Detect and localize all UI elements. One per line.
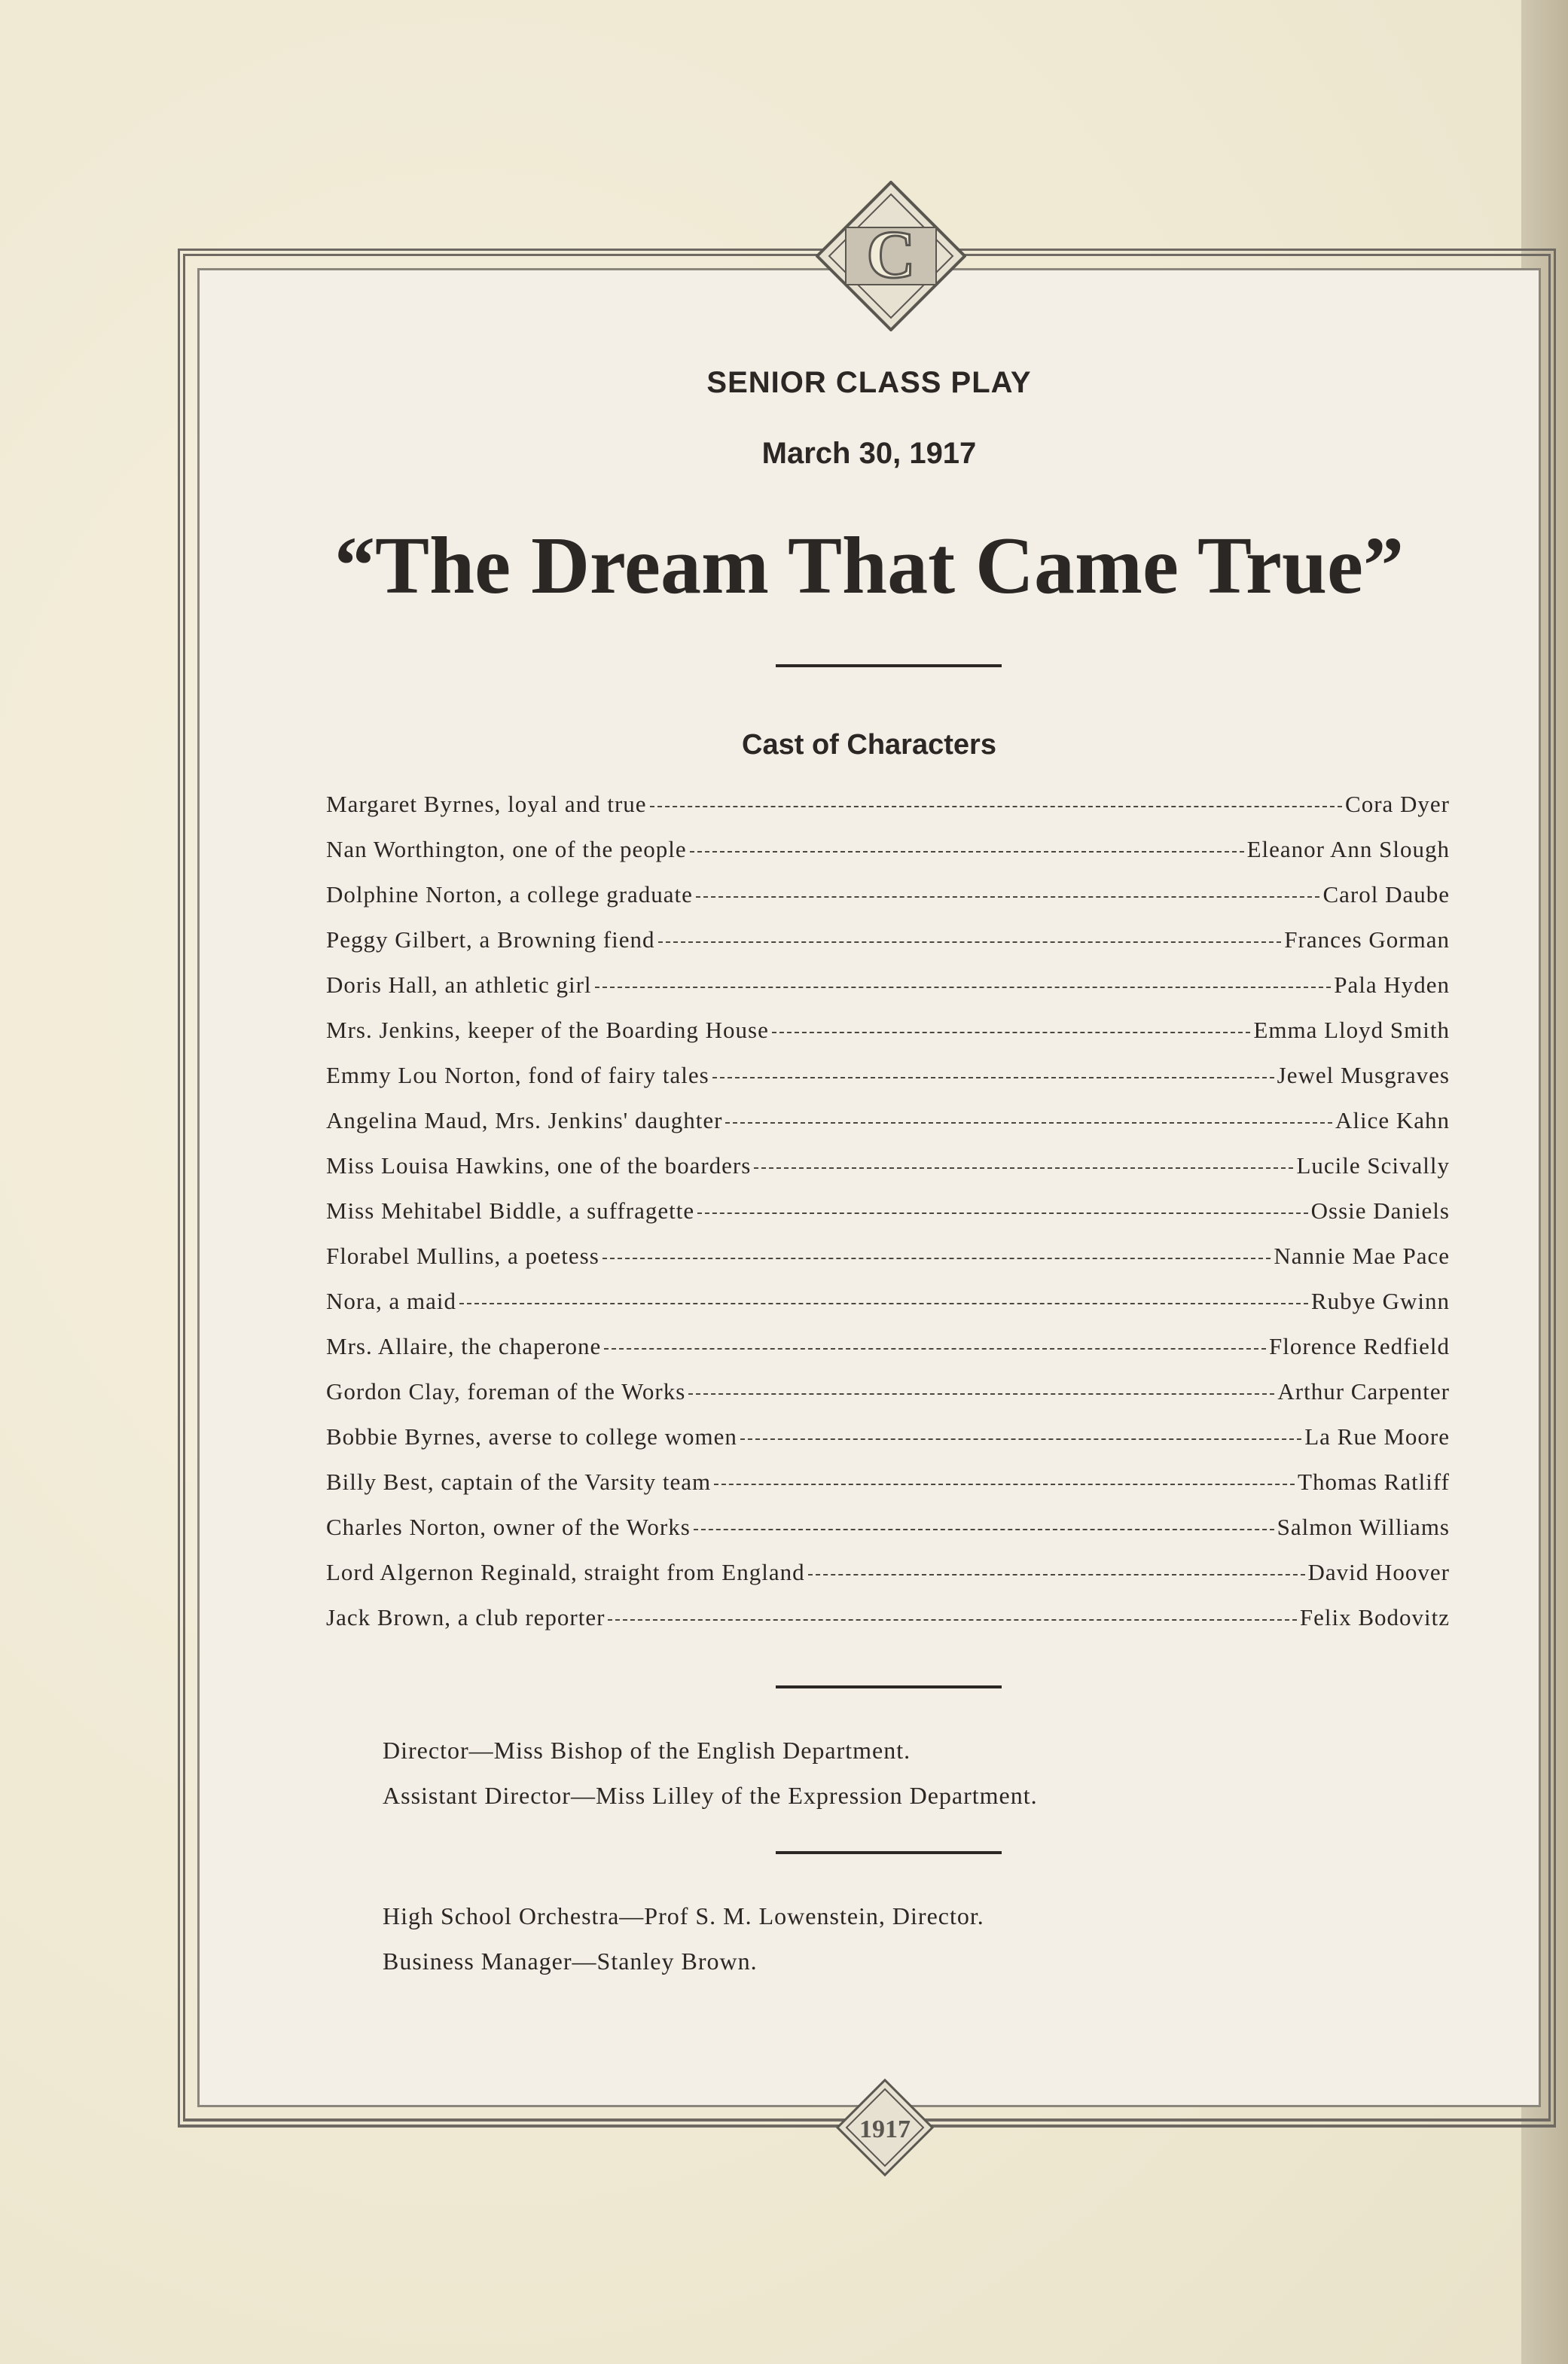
cast-row bbox=[326, 1062, 1450, 1107]
cast-actor: La Rue Moore bbox=[1304, 1423, 1450, 1450]
cast-actor: Emma Lloyd Smith bbox=[1253, 1017, 1450, 1043]
cast-row bbox=[326, 1243, 1450, 1288]
leader-dots bbox=[772, 1032, 1251, 1033]
cast-actor: Frances Gorman bbox=[1284, 926, 1450, 953]
assistant-director-credit: Assistant Director—Miss Lilley of the Expression Department. bbox=[383, 1782, 1038, 1809]
cast-row bbox=[326, 1423, 1450, 1469]
cast-actor: Florence Redfield bbox=[1269, 1333, 1450, 1359]
cast-row bbox=[326, 1559, 1450, 1604]
cast-row bbox=[326, 1333, 1450, 1378]
cast-actor: Rubye Gwinn bbox=[1310, 1288, 1450, 1314]
c-monogram-emblem-icon bbox=[816, 181, 966, 331]
cast-actor: Nannie Mae Pace bbox=[1274, 1243, 1450, 1269]
cast-row bbox=[326, 1197, 1450, 1243]
divider-rule bbox=[776, 1685, 1002, 1688]
year-emblem-icon bbox=[836, 2079, 934, 2176]
cast-actor: Eleanor Ann Slough bbox=[1246, 836, 1450, 862]
cast-actor: Salmon Williams bbox=[1277, 1514, 1450, 1540]
cast-role: Jack Brown, a club reporter bbox=[326, 1604, 606, 1630]
cast-role: Peggy Gilbert, a Browning fiend bbox=[326, 926, 655, 953]
cast-row bbox=[326, 972, 1450, 1017]
cast-actor: Alice Kahn bbox=[1335, 1107, 1450, 1133]
cast-row bbox=[326, 1107, 1450, 1152]
cast-actor: Felix Bodovitz bbox=[1299, 1604, 1450, 1630]
cast-role: Lord Algernon Reginald, straight from England bbox=[326, 1559, 805, 1585]
cast-actor: Cora Dyer bbox=[1345, 791, 1450, 817]
leader-dots bbox=[754, 1167, 1293, 1169]
cast-role: Dolphine Norton, a college graduate bbox=[326, 881, 693, 907]
director-credit: Director—Miss Bishop of the English Department. bbox=[383, 1737, 911, 1764]
cast-row bbox=[326, 1378, 1450, 1423]
svg-text:1917: 1917 bbox=[859, 2115, 911, 2143]
cast-row bbox=[326, 1604, 1450, 1649]
cast-role: Miss Mehitabel Biddle, a suffragette bbox=[326, 1197, 695, 1224]
leader-dots bbox=[697, 1213, 1308, 1214]
leader-dots bbox=[690, 851, 1244, 853]
leader-dots bbox=[604, 1348, 1266, 1350]
cast-role: Miss Louisa Hawkins, one of the boarders bbox=[326, 1152, 752, 1179]
orchestra-credit: High School Orchestra—Prof S. M. Lowenstein, Director. bbox=[383, 1902, 984, 1929]
cast-actor: David Hoover bbox=[1307, 1559, 1450, 1585]
divider-rule bbox=[776, 1851, 1002, 1854]
cast-role: Florabel Mullins, a poetess bbox=[326, 1243, 599, 1269]
cast-row bbox=[326, 836, 1450, 881]
cast-role: Angelina Maud, Mrs. Jenkins' daughter bbox=[326, 1107, 723, 1133]
cast-role: Mrs. Jenkins, keeper of the Boarding House bbox=[326, 1017, 769, 1043]
leader-dots bbox=[658, 941, 1282, 943]
leader-dots bbox=[595, 987, 1332, 988]
cast-role: Gordon Clay, foreman of the Works bbox=[326, 1378, 686, 1405]
business-manager-credit: Business Manager—Stanley Brown. bbox=[383, 1948, 758, 1975]
cast-role: Doris Hall, an athletic girl bbox=[326, 972, 592, 998]
cast-actor: Arthur Carpenter bbox=[1277, 1378, 1450, 1405]
cast-row bbox=[326, 1288, 1450, 1333]
leader-dots bbox=[714, 1484, 1295, 1485]
cast-row bbox=[326, 1017, 1450, 1062]
cast-role: Nan Worthington, one of the people bbox=[326, 836, 687, 862]
cast-list bbox=[326, 791, 1450, 1649]
cast-row bbox=[326, 926, 1450, 972]
cast-actor: Thomas Ratliff bbox=[1298, 1469, 1450, 1495]
cast-role: Nora, a maid bbox=[326, 1288, 456, 1314]
cast-row bbox=[326, 1152, 1450, 1197]
cast-actor: Carol Daube bbox=[1322, 881, 1450, 907]
leader-dots bbox=[712, 1077, 1274, 1078]
cast-row bbox=[326, 791, 1450, 836]
cast-role: Bobbie Byrnes, averse to college women bbox=[326, 1423, 737, 1450]
leader-dots bbox=[694, 1529, 1274, 1530]
event-heading: SENIOR CLASS PLAY bbox=[706, 366, 1032, 399]
leader-dots bbox=[688, 1393, 1274, 1395]
cast-role: Billy Best, captain of the Varsity team bbox=[326, 1469, 712, 1495]
cast-row bbox=[326, 1514, 1450, 1559]
leader-dots bbox=[696, 896, 1320, 898]
cast-actor: Lucile Scivally bbox=[1296, 1152, 1450, 1179]
cast-heading: Cast of Characters bbox=[742, 729, 996, 761]
play-title: “The Dream That Came True” bbox=[334, 521, 1404, 611]
divider-rule bbox=[776, 664, 1002, 667]
leader-dots bbox=[459, 1303, 1308, 1304]
leader-dots bbox=[725, 1122, 1332, 1124]
leader-dots bbox=[740, 1438, 1301, 1440]
leader-dots bbox=[608, 1619, 1296, 1621]
cast-actor: Pala Hyden bbox=[1334, 972, 1450, 998]
cast-row bbox=[326, 1469, 1450, 1514]
cast-role: Emmy Lou Norton, fond of fairy tales bbox=[326, 1062, 709, 1088]
cast-row bbox=[326, 881, 1450, 926]
leader-dots bbox=[602, 1258, 1271, 1259]
cast-actor: Ossie Daniels bbox=[1310, 1197, 1450, 1224]
cast-role: Charles Norton, owner of the Works bbox=[326, 1514, 691, 1540]
cast-role: Margaret Byrnes, loyal and true bbox=[326, 791, 647, 817]
svg-text:C: C bbox=[866, 218, 916, 292]
event-date: March 30, 1917 bbox=[761, 437, 977, 470]
cast-role: Mrs. Allaire, the chaperone bbox=[326, 1333, 602, 1359]
cast-actor: Jewel Musgraves bbox=[1277, 1062, 1450, 1088]
leader-dots bbox=[650, 806, 1342, 807]
leader-dots bbox=[808, 1574, 1305, 1575]
